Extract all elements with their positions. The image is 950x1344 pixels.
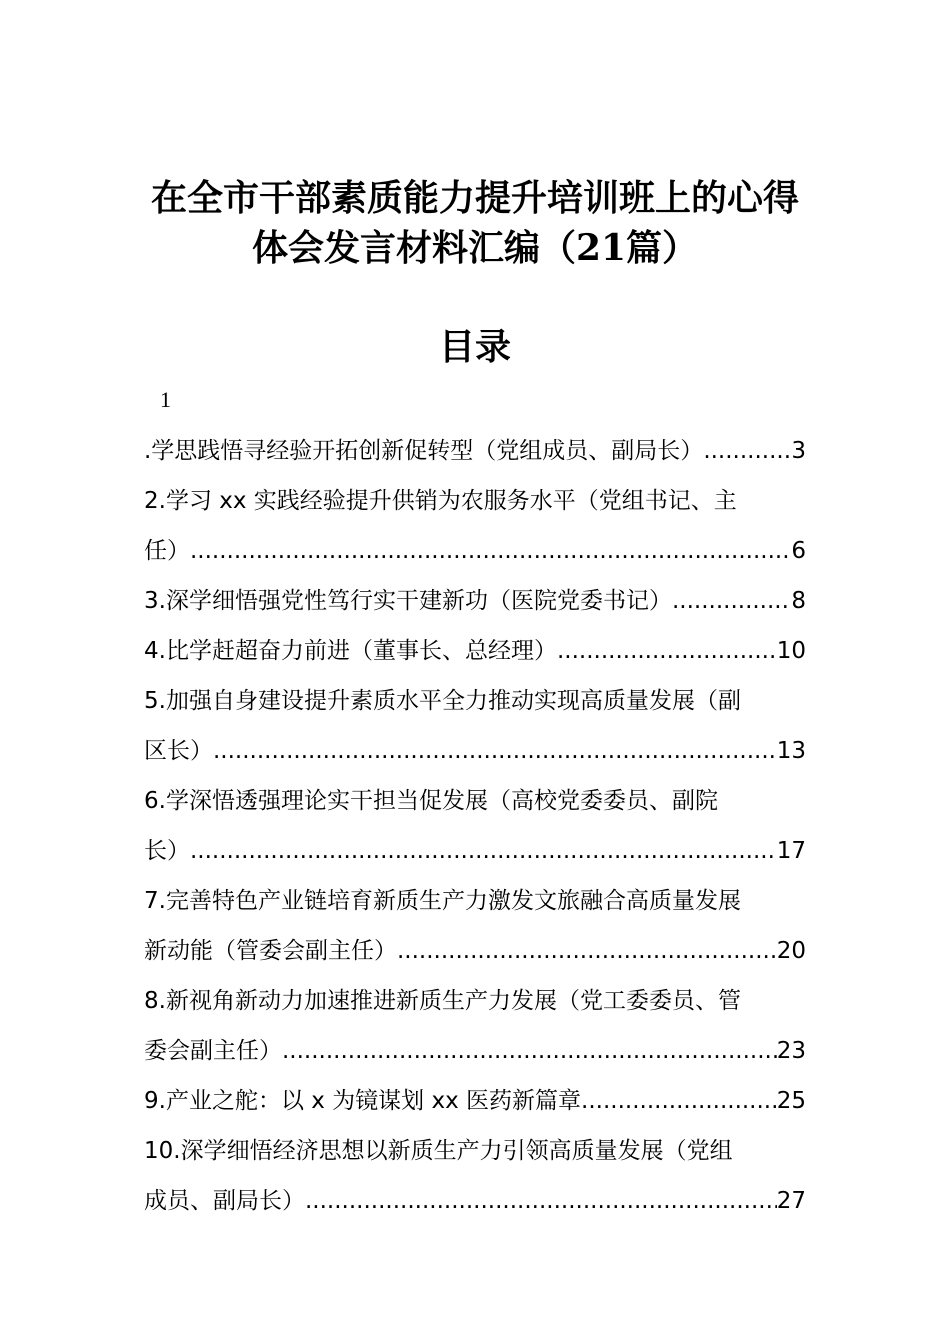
toc-page-number: 3	[791, 438, 806, 464]
toc-page-number: 13	[776, 738, 806, 764]
toc-leader-dots	[672, 576, 791, 626]
toc-entry-title: 委会副主任）	[144, 1038, 282, 1064]
toc-entry-line	[144, 576, 806, 626]
toc-entry-line	[144, 1176, 806, 1226]
toc-entry[interactable]	[144, 576, 806, 626]
toc-entry-line	[144, 926, 806, 976]
toc-entry[interactable]	[144, 676, 806, 776]
toc-leader-dots	[703, 426, 791, 476]
toc-leader-dots	[282, 1026, 777, 1076]
toc-page-number: 6	[791, 538, 806, 564]
toc-entry-line	[144, 1026, 806, 1076]
toc-entry-line	[144, 426, 806, 476]
toc-entry-line	[144, 726, 806, 776]
toc-leader-dots	[397, 926, 777, 976]
toc-entry-title: 3.深学细悟强党性笃行实干建新功（医院党委书记）	[144, 588, 672, 614]
toc-entry-line	[144, 1076, 806, 1126]
toc-entry[interactable]	[144, 876, 806, 976]
toc-page-number: 25	[776, 1088, 806, 1114]
toc-entry-title-first-line: 6.学深悟透强理论实干担当促发展（高校党委委员、副院	[144, 788, 718, 814]
toc-entry[interactable]	[144, 976, 806, 1076]
toc-entry[interactable]	[144, 1126, 806, 1226]
toc-entry-title: 任）	[144, 538, 190, 564]
toc-entry-title-first-line: 5.加强自身建设提升素质水平全力推动实现高质量发展（副	[144, 688, 741, 714]
toc-entry[interactable]	[144, 626, 806, 676]
table-of-contents	[144, 426, 806, 1226]
toc-entry-title-first-line: 10.深学细悟经济思想以新质生产力引领高质量发展（党组	[144, 1138, 733, 1164]
toc-entry-line	[144, 826, 806, 876]
toc-entry[interactable]	[144, 426, 806, 476]
toc-entry-title-first-line: 8.新视角新动力加速推进新质生产力发展（党工委委员、管	[144, 988, 741, 1014]
toc-entry-title: 新动能（管委会副主任）	[144, 938, 397, 964]
toc-page-number: 27	[776, 1188, 806, 1214]
toc-heading: 目录	[438, 326, 511, 368]
toc-entry-title-first-line: 7.完善特色产业链培育新质生产力激发文旅融合高质量发展	[144, 888, 741, 914]
toc-page-number: 17	[776, 838, 806, 864]
toc-leader-dots	[190, 826, 777, 876]
toc-leader-dots	[557, 626, 777, 676]
toc-entry[interactable]	[144, 776, 806, 876]
toc-leader-dots	[213, 726, 777, 776]
toc-page-number: 8	[791, 588, 806, 614]
toc-leader-dots	[581, 1076, 777, 1126]
toc-page-number: 10	[776, 638, 806, 664]
toc-entry-title: 9.产业之舵：以 x 为镜谋划 xx 医药新篇章	[144, 1088, 582, 1114]
document-title-line-1: 在全市干部素质能力提升培训班上的心得	[150, 177, 799, 219]
toc-entry-title: .学思践悟寻经验开拓创新促转型（党组成员、副局长）	[144, 438, 704, 464]
toc-entry-title: 4.比学赶超奋力前进（董事长、总经理）	[144, 638, 557, 664]
toc-page-number: 20	[776, 938, 806, 964]
toc-entry-title: 区长）	[144, 738, 213, 764]
toc-leader-dots	[190, 526, 791, 576]
toc-entry[interactable]	[144, 1076, 806, 1126]
toc-leader-dots	[305, 1176, 777, 1226]
stray-number: 1	[160, 387, 171, 412]
toc-page-number: 23	[776, 1038, 806, 1064]
toc-entry[interactable]	[144, 476, 806, 576]
toc-entry-title: 成员、副局长）	[144, 1188, 305, 1214]
toc-entry-line	[144, 626, 806, 676]
toc-entry-title: 长）	[144, 838, 190, 864]
toc-entry-line	[144, 526, 806, 576]
toc-entry-title-first-line: 2.学习 xx 实践经验提升供销为农服务水平（党组书记、主	[144, 488, 737, 514]
document-title-line-2: 体会发言材料汇编（21篇）	[251, 227, 699, 269]
